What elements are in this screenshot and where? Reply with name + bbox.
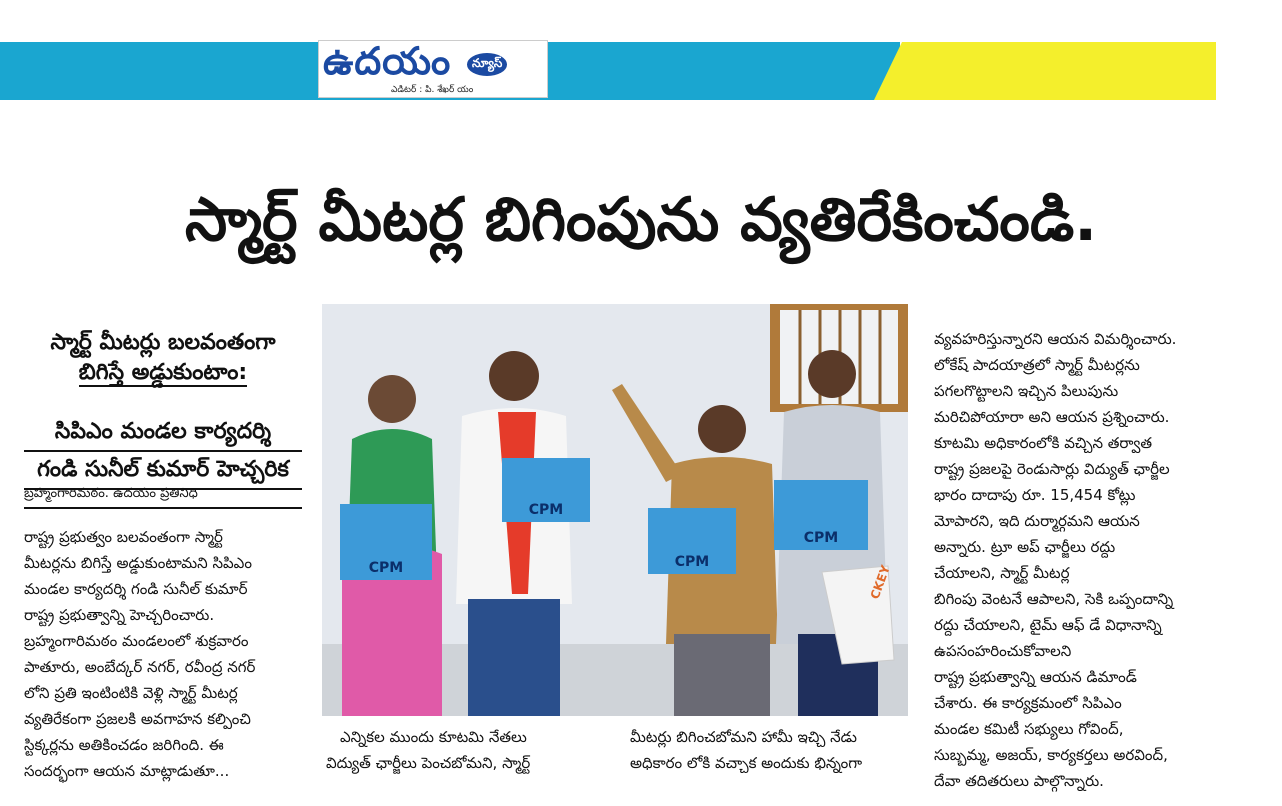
- cpm-poster: [340, 504, 432, 580]
- subhead-secondary: [24, 414, 302, 490]
- right-line: ఉపసంహరించుకోవాలని: [934, 642, 1072, 660]
- caption-line: మీటర్లు బిగించబోమని హామీ ఇచ్చి నేడు: [630, 728, 857, 746]
- logo-badge: న్యూస్: [467, 53, 507, 76]
- right-line: మండల కమిటీ సభ్యులు గోవింద్,: [934, 720, 1124, 738]
- subhead-line-4: గండి సునీల్ కుమార్ హెచ్చరిక: [24, 452, 302, 490]
- logo-text: ఉదయం: [323, 39, 452, 83]
- right-column: [934, 326, 1234, 794]
- left-line: మండల కార్యదర్శి గండి సునీల్ కుమార్: [24, 580, 248, 598]
- right-line: రాష్ట్ర ప్రభుత్వాన్ని ఆయన డిమాండ్: [934, 668, 1137, 686]
- masthead-band-yellow: [874, 42, 1216, 100]
- caption-line: అధికారం లోకి వచ్చాక అందుకు భిన్నంగా: [630, 754, 863, 772]
- left-line: స్టిక్కర్లను అతికించడం జరిగింది. ఈ: [24, 736, 224, 754]
- left-line: లోని ప్రతి ఇంటింటికి వెళ్లి స్మార్ట్ మీటర్ల: [24, 684, 238, 702]
- subhead-line-2: బిగిస్తే అడ్డుకుంటాం:: [78, 360, 248, 385]
- left-column: [24, 524, 310, 784]
- editor-line: ఎడిటర్ : పి. శేఖర్ యం: [391, 85, 474, 95]
- right-line: భారం దాదాపు రూ. 15,454 కోట్లు: [934, 486, 1136, 504]
- photo-illustration: [322, 304, 908, 716]
- right-line: చేశారు. ఈ కార్యక్రమంలో సిపిఎం: [934, 694, 1122, 712]
- left-line: సందర్భంగా ఆయన మాట్లాడుతూ...: [24, 762, 230, 780]
- poster-label: CPM: [368, 560, 404, 576]
- right-line: మరిచిపోయారా అని ఆయన ప్రశ్నించారు.: [934, 408, 1170, 426]
- left-line: వ్యతిరేకంగా ప్రజలకి అవగాహన కల్పించి: [24, 710, 251, 728]
- news-photo: [322, 304, 908, 716]
- right-line: లోకేష్ పాదయాత్రలో స్మార్ట్ మీటర్లను: [934, 356, 1140, 374]
- right-line: రద్దు చేయాలని, టైమ్ ఆఫ్ డే విధానాన్ని: [934, 616, 1162, 634]
- bag-text: CKEY: [867, 563, 893, 602]
- cpm-poster: [648, 508, 736, 574]
- right-line: సుబ్బమ్మ, అజయ్, కార్యకర్తలు అరవింద్,: [934, 746, 1168, 764]
- right-line: మోపారని, ఇది దుర్మార్గమని ఆయన: [934, 512, 1140, 530]
- left-line: మీటర్లను బిగిస్తే అడ్డుకుంటామని సిపిఎం: [24, 554, 252, 572]
- cpm-poster: [774, 480, 868, 550]
- right-line: వ్యవహరిస్తున్నారని ఆయన విమర్శించారు.: [934, 330, 1177, 348]
- right-line: దేవా తదితరులు పాల్గొన్నారు.: [934, 772, 1104, 790]
- subhead-line-3: సిపిఎం మండల కార్యదర్శి: [24, 414, 302, 452]
- left-line: బ్రహ్మంగారిమఠం మండలంలో శుక్రవారం: [24, 632, 249, 650]
- left-line: రాష్ట్ర ప్రభుత్వాన్ని హెచ్చరించారు.: [24, 606, 215, 624]
- dateline: బ్రహ్మంగారిమఠం. ఉదయం ప్రతినిధి: [24, 486, 302, 509]
- right-line: రాష్ట్ర ప్రజలపై రెండుసార్లు విద్యుత్ ఛార్జీల: [934, 460, 1170, 478]
- right-line: పగలగొట్టాలని ఇచ్చిన పిలుపును: [934, 382, 1119, 400]
- poster-label: CPM: [528, 502, 564, 518]
- left-line: రాష్ట్ర ప్రభుత్వం బలవంతంగా స్మార్ట్: [24, 528, 223, 546]
- right-line: అన్నారు. ట్రూ అప్ ఛార్జీలు రద్దు: [934, 538, 1116, 556]
- right-line: కూటమి అధికారంలోకి వచ్చిన తర్వాత: [934, 434, 1153, 452]
- subhead-line-1: స్మార్ట్ మీటర్లు బలవంతంగా: [50, 330, 276, 355]
- subhead-primary: [24, 328, 302, 388]
- headline: స్మార్ట్ మీటర్ల బిగింపును వ్యతిరేకించండి.: [184, 185, 1098, 255]
- left-line: పాతూరు, అంబేద్కర్ నగర్, రవీంద్ర నగర్: [24, 658, 256, 676]
- cpm-poster: [502, 458, 590, 522]
- caption-line: ఎన్నికల ముందు కూటమి నేతలు: [340, 728, 527, 746]
- caption-line: విద్యుత్ ఛార్జీలు పెంచబోమని, స్మార్ట్: [326, 754, 531, 772]
- photo-caption-right: [630, 724, 920, 776]
- photo-caption-left: [326, 724, 616, 776]
- right-line: బిగింపు వెంటనే ఆపాలని, సెకి ఒప్పందాన్ని: [934, 590, 1174, 608]
- poster-label: CPM: [803, 530, 839, 546]
- right-line: చేయాలని, స్మార్ట్ మీటర్ల: [934, 564, 1070, 582]
- newspaper-logo: [318, 40, 548, 98]
- poster-label: CPM: [674, 554, 710, 570]
